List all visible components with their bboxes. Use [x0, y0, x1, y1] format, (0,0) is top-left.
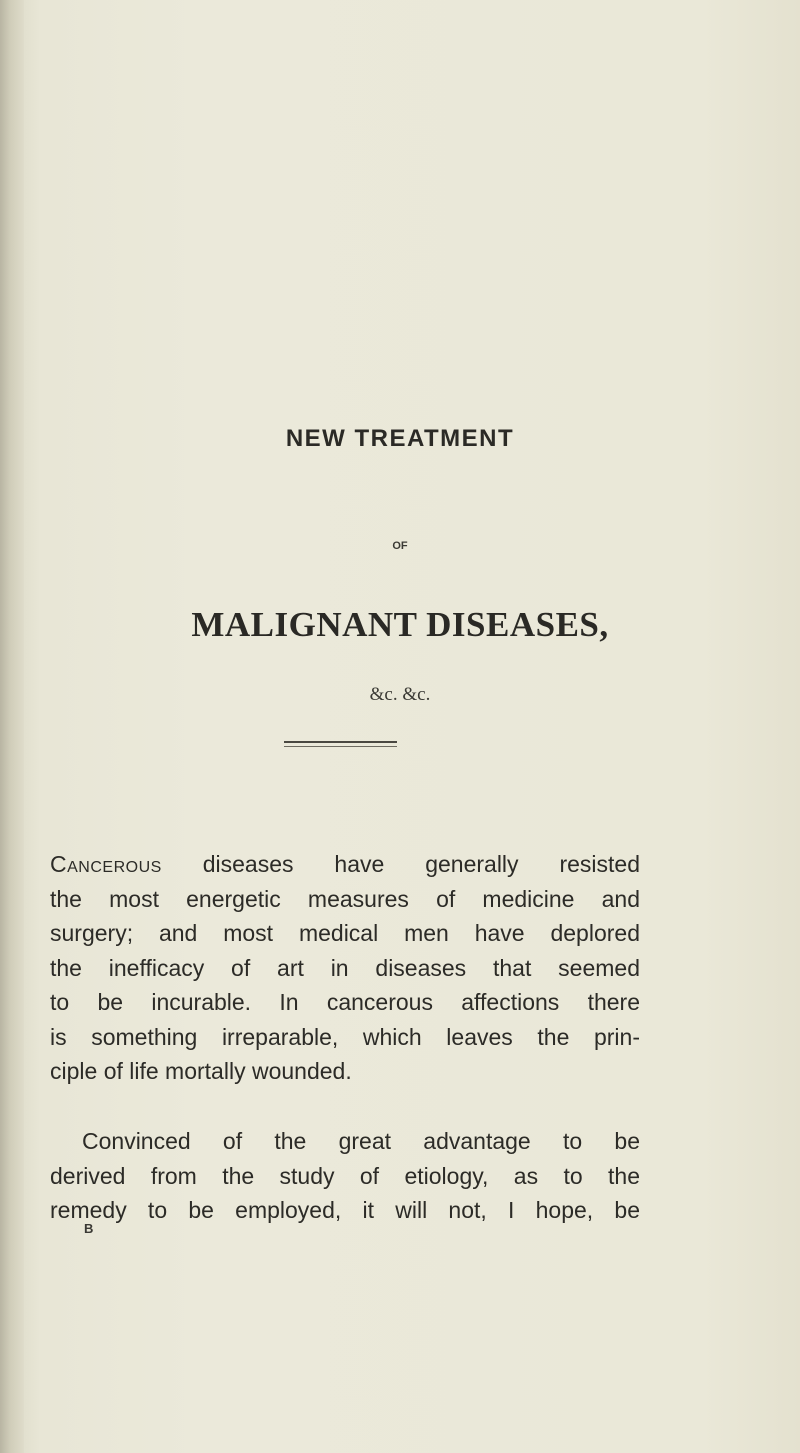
- signature-mark: B: [84, 1221, 94, 1236]
- section-rule-thin: [284, 746, 397, 747]
- paragraph-2-line-2: derived from the study of etiology, as to the: [50, 1162, 640, 1189]
- title-subject: MALIGNANT DISEASES,: [191, 605, 609, 644]
- paragraph-1-line-7: ciple of life mortally wounded.: [50, 1058, 352, 1084]
- paragraph-1-line-4: the inefficacy of art in diseases that seemed: [50, 954, 640, 981]
- lead-rest: diseases have generally resisted: [161, 851, 640, 877]
- paragraph-1-line-5: to be incurable. In cancerous affections there: [50, 989, 640, 1015]
- paragraph-1-line-2: the most energetic measures of medicine and: [50, 885, 640, 912]
- title-of: OF: [392, 540, 408, 552]
- paragraph-2-line-1: Convinced of the great advantage to be: [82, 1128, 640, 1154]
- paragraph-2-line-3: remedy to be employed, it will not, I hope, be: [50, 1197, 640, 1223]
- paragraph-1-line-1: [50, 847, 640, 882]
- lead-word: Cancerous: [50, 851, 162, 877]
- paragraph-2: [50, 1124, 640, 1228]
- title-main: NEW TREATMENT: [285, 425, 515, 452]
- section-rule: [284, 741, 397, 743]
- paragraph-1: [50, 847, 640, 1089]
- page-binding-shadow: [0, 0, 24, 1453]
- paragraph-1-line-6: is something irreparable, which leaves the prin-: [50, 1023, 640, 1050]
- title-etc: &c. &c.: [369, 684, 431, 705]
- paragraph-1-line-3: surgery; and most medical men have deplored: [50, 920, 640, 946]
